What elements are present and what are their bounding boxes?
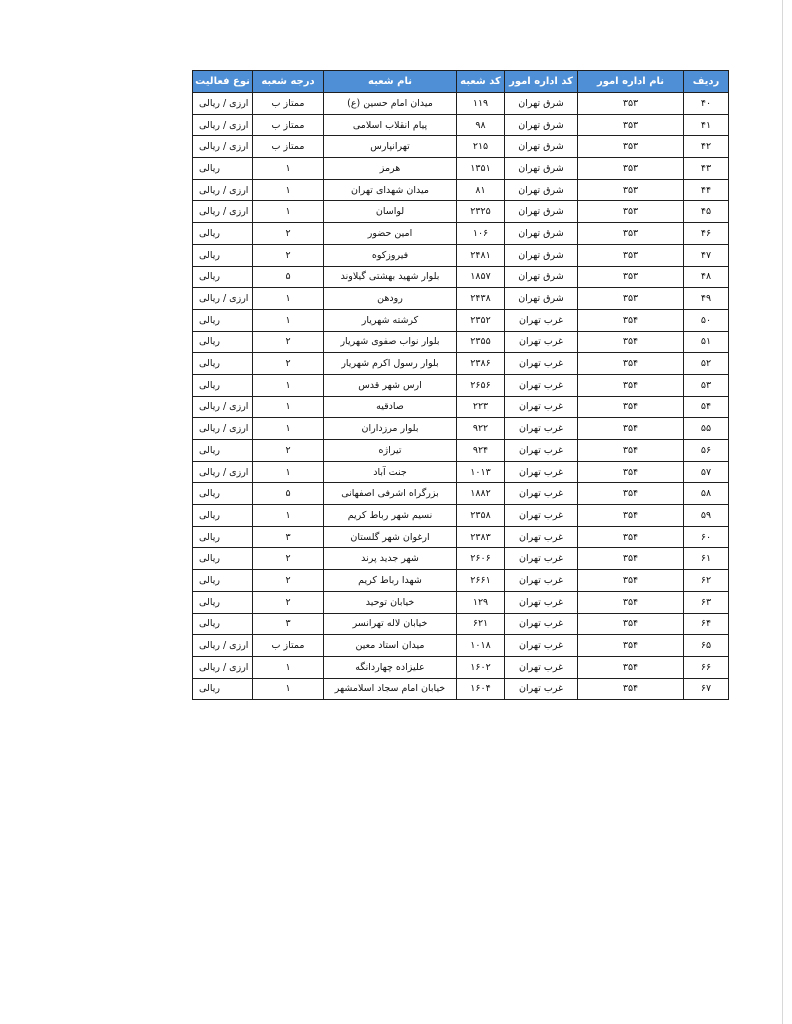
cell-office-name: ۳۵۴ xyxy=(578,440,684,462)
table-row xyxy=(193,353,729,375)
cell-office-code: غرب تهران xyxy=(505,461,578,483)
cell-office-code: غرب تهران xyxy=(505,440,578,462)
cell-office-code: غرب تهران xyxy=(505,353,578,375)
cell-row-number: ۶۴ xyxy=(684,613,729,635)
cell-row-number: ۶۶ xyxy=(684,656,729,678)
cell-row-number: ۶۷ xyxy=(684,678,729,700)
cell-branch-grade: ۱ xyxy=(253,374,324,396)
cell-activity-type: ریالی xyxy=(193,309,253,331)
cell-branch-code: ۲۳۸۶ xyxy=(457,353,505,375)
cell-office-code: شرق تهران xyxy=(505,179,578,201)
cell-branch-name: تهرانپارس xyxy=(324,136,457,158)
header-office-code: کد اداره امور xyxy=(505,71,578,93)
cell-office-code: شرق تهران xyxy=(505,266,578,288)
cell-branch-grade: ۲ xyxy=(253,570,324,592)
cell-branch-code: ۲۴۳۸ xyxy=(457,288,505,310)
cell-branch-name: ارغوان شهر گلستان xyxy=(324,526,457,548)
cell-branch-code: ۲۳۸۳ xyxy=(457,526,505,548)
cell-branch-grade: ۲ xyxy=(253,223,324,245)
cell-branch-grade: ۲ xyxy=(253,591,324,613)
cell-row-number: ۴۳ xyxy=(684,158,729,180)
cell-office-code: غرب تهران xyxy=(505,635,578,657)
table-row xyxy=(193,179,729,201)
cell-activity-type: ریالی xyxy=(193,440,253,462)
cell-branch-code: ۹۲۴ xyxy=(457,440,505,462)
cell-activity-type: ریالی xyxy=(193,331,253,353)
cell-activity-type: ارزی / ریالی xyxy=(193,656,253,678)
cell-activity-type: ارزی / ریالی xyxy=(193,396,253,418)
cell-branch-name: کرشته شهریار xyxy=(324,309,457,331)
cell-row-number: ۴۹ xyxy=(684,288,729,310)
cell-activity-type: ریالی xyxy=(193,570,253,592)
cell-office-name: ۳۵۴ xyxy=(578,570,684,592)
table-row xyxy=(193,418,729,440)
cell-row-number: ۴۴ xyxy=(684,179,729,201)
cell-branch-code: ۲۲۳ xyxy=(457,396,505,418)
cell-office-code: شرق تهران xyxy=(505,93,578,115)
cell-branch-grade: ۵ xyxy=(253,266,324,288)
cell-office-code: شرق تهران xyxy=(505,223,578,245)
cell-office-code: شرق تهران xyxy=(505,288,578,310)
cell-branch-grade: ۱ xyxy=(253,461,324,483)
cell-activity-type: ریالی xyxy=(193,353,253,375)
cell-branch-code: ۸۱ xyxy=(457,179,505,201)
cell-branch-grade: ۱ xyxy=(253,309,324,331)
cell-branch-code: ۱۲۹ xyxy=(457,591,505,613)
cell-office-name: ۳۵۳ xyxy=(578,179,684,201)
table-row xyxy=(193,613,729,635)
cell-row-number: ۴۸ xyxy=(684,266,729,288)
cell-office-name: ۳۵۴ xyxy=(578,548,684,570)
cell-row-number: ۶۲ xyxy=(684,570,729,592)
cell-branch-name: جنت آباد xyxy=(324,461,457,483)
cell-row-number: ۴۲ xyxy=(684,136,729,158)
cell-activity-type: ریالی xyxy=(193,548,253,570)
cell-branch-name: رودهن xyxy=(324,288,457,310)
cell-branch-name: بلوار رسول اکرم شهریار xyxy=(324,353,457,375)
cell-row-number: ۵۵ xyxy=(684,418,729,440)
cell-activity-type: ارزی / ریالی xyxy=(193,179,253,201)
cell-activity-type: ریالی xyxy=(193,266,253,288)
table-row xyxy=(193,244,729,266)
cell-office-code: شرق تهران xyxy=(505,114,578,136)
cell-office-name: ۳۵۴ xyxy=(578,331,684,353)
cell-office-name: ۳۵۴ xyxy=(578,526,684,548)
cell-branch-name: خیابان لاله تهرانسر xyxy=(324,613,457,635)
cell-branch-code: ۱۶۰۲ xyxy=(457,656,505,678)
cell-branch-grade: ۱ xyxy=(253,179,324,201)
cell-row-number: ۶۱ xyxy=(684,548,729,570)
cell-office-code: غرب تهران xyxy=(505,613,578,635)
cell-office-name: ۳۵۴ xyxy=(578,656,684,678)
cell-activity-type: ریالی xyxy=(193,223,253,245)
cell-row-number: ۴۱ xyxy=(684,114,729,136)
cell-activity-type: ریالی xyxy=(193,483,253,505)
cell-branch-name: میدان استاد معین xyxy=(324,635,457,657)
cell-branch-name: بلوار مرزداران xyxy=(324,418,457,440)
cell-row-number: ۵۰ xyxy=(684,309,729,331)
cell-branch-grade: ۵ xyxy=(253,483,324,505)
cell-row-number: ۵۹ xyxy=(684,505,729,527)
table-row xyxy=(193,309,729,331)
cell-branch-name: خیابان توحید xyxy=(324,591,457,613)
cell-branch-grade: ۱ xyxy=(253,418,324,440)
cell-office-name: ۳۵۴ xyxy=(578,483,684,505)
cell-branch-name: بزرگراه اشرفی اصفهانی xyxy=(324,483,457,505)
cell-office-code: غرب تهران xyxy=(505,591,578,613)
table-row xyxy=(193,288,729,310)
cell-branch-grade: ۱ xyxy=(253,656,324,678)
table-row xyxy=(193,483,729,505)
cell-office-name: ۳۵۴ xyxy=(578,418,684,440)
cell-branch-code: ۱۰۱۳ xyxy=(457,461,505,483)
table-row xyxy=(193,158,729,180)
cell-row-number: ۶۰ xyxy=(684,526,729,548)
cell-branch-code: ۲۳۵۸ xyxy=(457,505,505,527)
cell-office-name: ۳۵۳ xyxy=(578,158,684,180)
cell-office-code: غرب تهران xyxy=(505,396,578,418)
table-body xyxy=(193,93,729,700)
cell-branch-grade: ۲ xyxy=(253,353,324,375)
cell-branch-grade: ۱ xyxy=(253,396,324,418)
cell-branch-name: خیابان امام سجاد اسلامشهر xyxy=(324,678,457,700)
cell-office-code: غرب تهران xyxy=(505,505,578,527)
cell-branch-name: صادقیه xyxy=(324,396,457,418)
cell-branch-name: میدان امام حسین (ع) xyxy=(324,93,457,115)
cell-branch-grade: ممتاز ب xyxy=(253,93,324,115)
cell-row-number: ۵۲ xyxy=(684,353,729,375)
branch-list-table xyxy=(192,70,729,700)
cell-row-number: ۴۷ xyxy=(684,244,729,266)
table-row xyxy=(193,440,729,462)
cell-office-name: ۳۵۴ xyxy=(578,461,684,483)
cell-branch-grade: ممتاز ب xyxy=(253,635,324,657)
cell-office-name: ۳۵۴ xyxy=(578,635,684,657)
cell-activity-type: ارزی / ریالی xyxy=(193,93,253,115)
cell-activity-type: ریالی xyxy=(193,374,253,396)
table-row xyxy=(193,223,729,245)
cell-activity-type: ریالی xyxy=(193,526,253,548)
cell-row-number: ۵۶ xyxy=(684,440,729,462)
cell-branch-grade: ۳ xyxy=(253,526,324,548)
cell-branch-grade: ۱ xyxy=(253,505,324,527)
header-row-number: ردیف xyxy=(684,71,729,93)
cell-branch-name: شهدا رباط کریم xyxy=(324,570,457,592)
table-row xyxy=(193,505,729,527)
cell-branch-code: ۲۴۸۱ xyxy=(457,244,505,266)
cell-office-name: ۳۵۴ xyxy=(578,309,684,331)
cell-office-name: ۳۵۳ xyxy=(578,93,684,115)
cell-branch-name: فیروزکوه xyxy=(324,244,457,266)
cell-branch-name: لواسان xyxy=(324,201,457,223)
table-row xyxy=(193,266,729,288)
cell-branch-name: امین حضور xyxy=(324,223,457,245)
cell-office-name: ۳۵۳ xyxy=(578,288,684,310)
cell-office-code: غرب تهران xyxy=(505,656,578,678)
cell-row-number: ۵۱ xyxy=(684,331,729,353)
table-row xyxy=(193,331,729,353)
cell-branch-grade: ۲ xyxy=(253,440,324,462)
cell-office-name: ۳۵۳ xyxy=(578,266,684,288)
table-row xyxy=(193,374,729,396)
cell-branch-code: ۱۱۹ xyxy=(457,93,505,115)
cell-row-number: ۵۴ xyxy=(684,396,729,418)
cell-branch-name: میدان شهدای تهران xyxy=(324,179,457,201)
cell-branch-grade: ۲ xyxy=(253,244,324,266)
cell-activity-type: ریالی xyxy=(193,613,253,635)
table-row xyxy=(193,656,729,678)
header-activity-type: نوع فعالیت xyxy=(193,71,253,93)
table-row xyxy=(193,570,729,592)
cell-office-name: ۳۵۳ xyxy=(578,136,684,158)
page-edge-divider xyxy=(782,0,783,1024)
cell-row-number: ۶۳ xyxy=(684,591,729,613)
table-row xyxy=(193,461,729,483)
cell-activity-type: ارزی / ریالی xyxy=(193,418,253,440)
cell-office-name: ۳۵۳ xyxy=(578,223,684,245)
cell-branch-grade: ۱ xyxy=(253,201,324,223)
cell-row-number: ۵۸ xyxy=(684,483,729,505)
table-row xyxy=(193,591,729,613)
cell-branch-grade: ۲ xyxy=(253,548,324,570)
cell-office-name: ۳۵۴ xyxy=(578,505,684,527)
cell-branch-code: ۱۰۱۸ xyxy=(457,635,505,657)
cell-row-number: ۵۳ xyxy=(684,374,729,396)
cell-branch-name: بلوار شهید بهشتی گیلاوند xyxy=(324,266,457,288)
cell-office-code: شرق تهران xyxy=(505,158,578,180)
cell-branch-name: پیام انقلاب اسلامی xyxy=(324,114,457,136)
cell-branch-code: ۱۳۵۱ xyxy=(457,158,505,180)
table-row xyxy=(193,114,729,136)
header-branch-grade: درجه شعبه xyxy=(253,71,324,93)
cell-branch-name: هرمز xyxy=(324,158,457,180)
cell-office-name: ۳۵۴ xyxy=(578,678,684,700)
table-row xyxy=(193,678,729,700)
table-row xyxy=(193,93,729,115)
table-row xyxy=(193,396,729,418)
cell-branch-code: ۹۸ xyxy=(457,114,505,136)
cell-office-name: ۳۵۴ xyxy=(578,591,684,613)
cell-row-number: ۴۶ xyxy=(684,223,729,245)
cell-branch-grade: ۱ xyxy=(253,678,324,700)
cell-office-code: غرب تهران xyxy=(505,418,578,440)
cell-row-number: ۵۷ xyxy=(684,461,729,483)
cell-office-code: شرق تهران xyxy=(505,244,578,266)
cell-office-name: ۳۵۳ xyxy=(578,244,684,266)
cell-row-number: ۶۵ xyxy=(684,635,729,657)
cell-branch-name: تیراژه xyxy=(324,440,457,462)
header-office-name: نام اداره امور xyxy=(578,71,684,93)
table-row xyxy=(193,635,729,657)
table-row xyxy=(193,201,729,223)
cell-branch-name: شهر جدید پرند xyxy=(324,548,457,570)
cell-office-code: غرب تهران xyxy=(505,570,578,592)
cell-office-code: غرب تهران xyxy=(505,526,578,548)
cell-office-name: ۳۵۴ xyxy=(578,353,684,375)
cell-branch-code: ۱۶۰۴ xyxy=(457,678,505,700)
header-row xyxy=(193,71,729,93)
cell-activity-type: ریالی xyxy=(193,244,253,266)
cell-office-code: غرب تهران xyxy=(505,483,578,505)
cell-office-code: شرق تهران xyxy=(505,201,578,223)
cell-office-name: ۳۵۴ xyxy=(578,374,684,396)
cell-activity-type: ارزی / ریالی xyxy=(193,461,253,483)
cell-branch-grade: ۱ xyxy=(253,158,324,180)
cell-branch-grade: ۱ xyxy=(253,288,324,310)
cell-branch-code: ۲۳۵۵ xyxy=(457,331,505,353)
cell-row-number: ۴۰ xyxy=(684,93,729,115)
cell-office-code: غرب تهران xyxy=(505,331,578,353)
cell-office-code: غرب تهران xyxy=(505,678,578,700)
cell-activity-type: ریالی xyxy=(193,505,253,527)
table-row xyxy=(193,548,729,570)
cell-branch-code: ۲۶۰۶ xyxy=(457,548,505,570)
cell-branch-code: ۲۶۵۶ xyxy=(457,374,505,396)
cell-branch-grade: ممتاز ب xyxy=(253,114,324,136)
cell-office-code: غرب تهران xyxy=(505,548,578,570)
cell-activity-type: ریالی xyxy=(193,158,253,180)
cell-activity-type: ارزی / ریالی xyxy=(193,288,253,310)
cell-office-name: ۳۵۳ xyxy=(578,201,684,223)
cell-branch-code: ۱۸۵۷ xyxy=(457,266,505,288)
cell-branch-code: ۹۲۲ xyxy=(457,418,505,440)
cell-branch-code: ۲۳۲۵ xyxy=(457,201,505,223)
cell-office-name: ۳۵۴ xyxy=(578,613,684,635)
cell-branch-grade: ۳ xyxy=(253,613,324,635)
cell-office-name: ۳۵۴ xyxy=(578,396,684,418)
cell-activity-type: ارزی / ریالی xyxy=(193,635,253,657)
table-row xyxy=(193,526,729,548)
cell-activity-type: ریالی xyxy=(193,591,253,613)
cell-activity-type: ارزی / ریالی xyxy=(193,136,253,158)
cell-branch-grade: ممتاز ب xyxy=(253,136,324,158)
cell-branch-code: ۶۲۱ xyxy=(457,613,505,635)
header-branch-code: کد شعبه xyxy=(457,71,505,93)
cell-branch-code: ۲۱۵ xyxy=(457,136,505,158)
cell-branch-code: ۲۳۵۲ xyxy=(457,309,505,331)
table-row xyxy=(193,136,729,158)
cell-row-number: ۴۵ xyxy=(684,201,729,223)
cell-branch-name: ارس شهر قدس xyxy=(324,374,457,396)
cell-activity-type: ارزی / ریالی xyxy=(193,114,253,136)
cell-activity-type: ریالی xyxy=(193,678,253,700)
cell-branch-code: ۱۸۸۲ xyxy=(457,483,505,505)
cell-office-code: غرب تهران xyxy=(505,374,578,396)
cell-branch-code: ۱۰۶ xyxy=(457,223,505,245)
cell-branch-name: بلوار نواب صفوی شهریار xyxy=(324,331,457,353)
cell-office-name: ۳۵۳ xyxy=(578,114,684,136)
cell-branch-grade: ۲ xyxy=(253,331,324,353)
table-header xyxy=(193,71,729,93)
cell-office-code: شرق تهران xyxy=(505,136,578,158)
header-branch-name: نام شعبه xyxy=(324,71,457,93)
cell-branch-name: علیزاده چهاردانگه xyxy=(324,656,457,678)
cell-branch-name: نسیم شهر رباط کریم xyxy=(324,505,457,527)
cell-office-code: غرب تهران xyxy=(505,309,578,331)
cell-branch-code: ۲۶۶۱ xyxy=(457,570,505,592)
cell-activity-type: ارزی / ریالی xyxy=(193,201,253,223)
